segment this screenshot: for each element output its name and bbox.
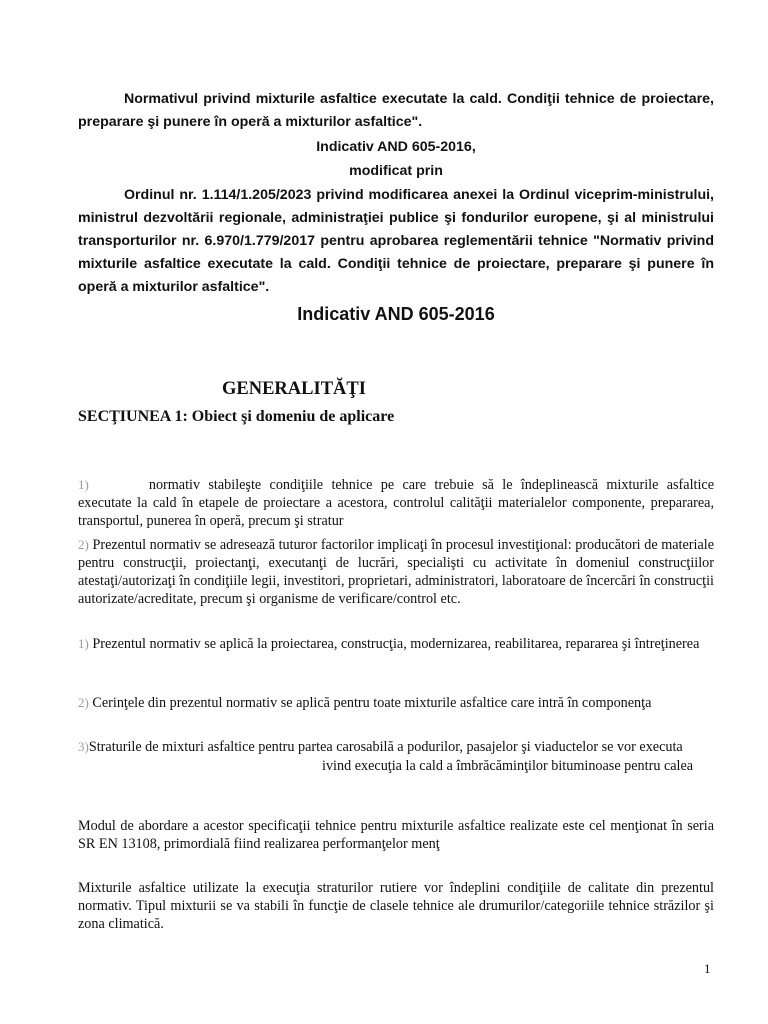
section-title: SECŢIUNEA 1: Obiect şi domeniu de aplicare [78,408,395,425]
paragraph-7: Mixturile asfaltice utilizate la execuţia straturilor rutiere vor îndeplini condiţiile de calitate din prezentul normativ. Tipul mixturii se va stabili în funcţie de clasele tehnice ale drumurilor/categoriile tehnice străzilor şi zona climatică. [78,880,714,932]
paragraph-number: 2) [78,537,89,552]
paragraph-6: Modul de abordare a acestor specificaţii tehnice pentru mixturile asfaltice realizate este cel menţionat în seria SR EN 13108, primordială fiind realizarea performanţelor menţ [78,818,714,852]
paragraph-4 [78,694,714,712]
indicativ-heading: Indicativ AND 605-2016 [297,304,495,324]
chapter-title: GENERALITĂŢI [222,379,366,399]
paragraph-number: 1) [78,636,89,651]
paragraph-number: 3) [78,739,89,754]
page-number: 1 [704,961,711,976]
paragraph-text: Cerinţele din prezentul normativ se aplică pentru toate mixturile asfaltice care intră în componenţa [92,695,652,711]
paragraph-5-continuation: ivind execuţia la cald a îmbrăcăminţilor bituminoase pentru calea [322,758,694,774]
paragraph-2 [78,536,714,608]
paragraph-text: normativ stabileşte condiţiile tehnice pe care trebuie să le îndeplinească mixturile asfaltice executate la cald în etapele de proiectare a acestora, controlul calităţii materialelor componente, prepararea, transportul, punerea în operă, precum şi stratur [78,477,714,529]
paragraph-3 [78,635,714,653]
paragraph-text: Prezentul normativ se aplică la proiectarea, construcţia, modernizarea, reabilitarea, repararea şi întreţinerea [92,636,700,652]
title-paragraph: Normativul privind mixturile asfaltice executate la cald. Condiţii tehnice de proiectare, preparare şi punere în operă a mixturilor asfaltice". [78,91,714,130]
paragraph-5 [78,738,714,756]
paragraph-text: Straturile de mixturi asfaltice pentru partea carosabilă a podurilor, pasajelor şi viaductelor se vor executa [88,739,683,755]
ordin-paragraph: Ordinul nr. 1.114/1.205/2023 privind modificarea anexei la Ordinul viceprim-ministrului, ministrul dezvoltării regionale, administraţiei publice şi fondurilor europene, şi al ministrului transporturilor nr. 6.970/1.779/2017 pentru aprobarea reglementării tehnice "Normativ privind mixturile asfaltice executate la cald. Condiţii tehnice de proiectare, preparare şi punere în operă a mixturilor asfaltice". [78,187,714,295]
paragraph-number: 1) [78,477,89,492]
indicativ-line: Indicativ AND 605-2016, [316,139,476,155]
modificat-line: modificat prin [349,163,443,179]
paragraph-number: 2) [78,695,89,710]
paragraph-1 [78,476,714,530]
paragraph-text: Prezentul normativ se adresează tuturor factorilor implicaţi în procesul investiţional: producători de materiale pentru construcţii, proiectanţi, executanţi de lucrări, specialişti cu activitate în domeniul construcţiilor atestaţi/autorizaţi în condiţiile legii, investitori, proprietari, administratori, laboratoare de încercări în construcţii autorizate/acreditate, precum şi organisme de verificare/control etc. [78,537,715,607]
